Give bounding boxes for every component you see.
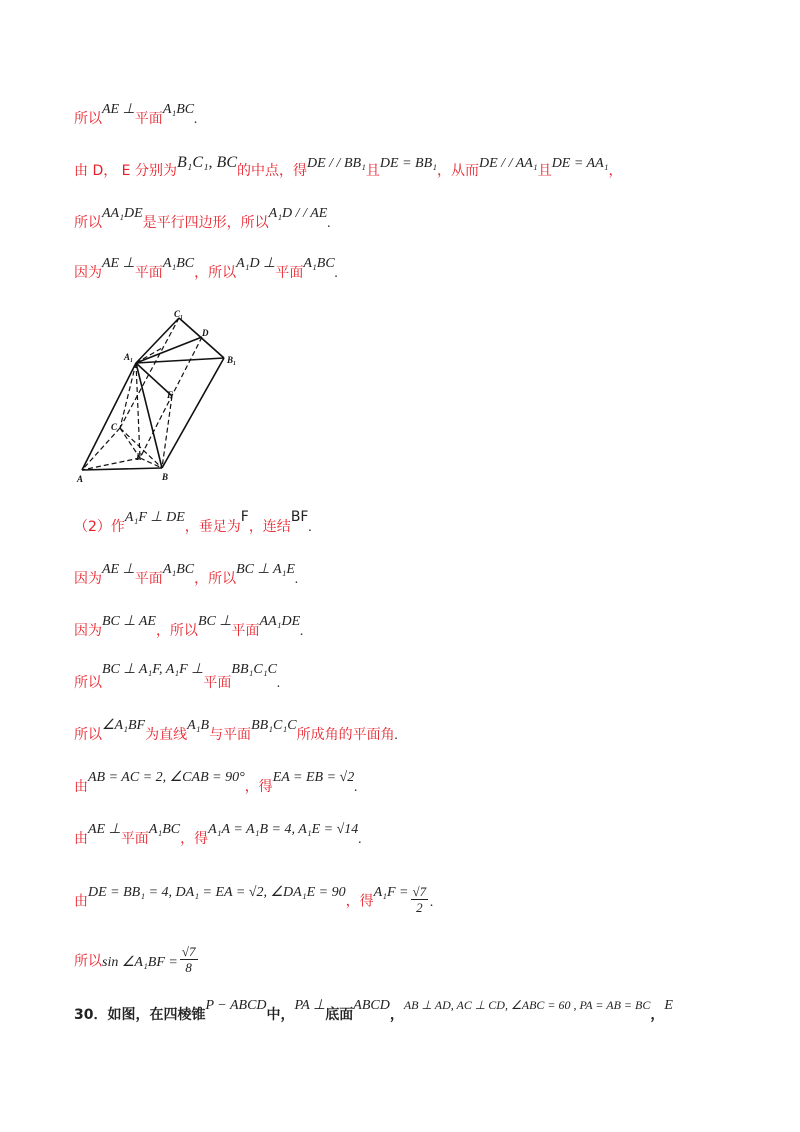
label-c1: C₁ [174,309,184,319]
math: AE ⊥ [102,256,135,271]
math: AA₁DE [259,614,301,629]
math: DE / / AA₁ [479,156,538,171]
math: AE ⊥ [102,102,135,117]
math: A₁BC [148,822,181,837]
text: 平面 [203,675,232,691]
text: ， [650,1007,665,1023]
text: ，从而 [437,163,480,179]
math: BB₁C₁C [231,662,277,677]
punct: . [354,780,358,795]
fraction-numerator: √7 [181,944,196,959]
line-13 [74,946,200,977]
math: sin ∠A₁BF = [102,954,178,970]
text: 由 [74,779,88,795]
punct: . [430,894,434,910]
math: A₁BC [303,256,335,271]
text: 平面 [134,571,163,587]
text: 是平行四边形，所以 [142,215,269,231]
punct: . [358,832,362,847]
text: ，得 [345,893,374,910]
math: A₁A = A₁B = 4, A₁E = √14 [208,822,359,837]
text: ，连结 [248,519,291,535]
math: A₁D ⊥ [236,256,276,271]
fraction-numerator: √7 [412,884,427,899]
text: 所成角的平面角 [296,727,395,743]
math: A₁BC [162,256,195,271]
math: A₁F = [373,884,409,900]
punct: . [308,520,312,535]
text: 因为 [74,571,102,587]
text: 平面 [134,111,163,127]
math: P − ABCD [205,998,267,1013]
punct: . [327,216,331,231]
dashed-edges [82,318,202,470]
text: 平面 [275,265,304,281]
text: 为直线 [145,727,188,743]
text: ，垂足为 [184,519,241,535]
text: 底面 [325,1007,354,1023]
text: 因为 [74,265,102,281]
line-9 [74,718,399,744]
label-f: F [167,390,174,400]
text: 30．如图，在四棱锥 [74,1007,206,1023]
text: 所以 [74,727,102,743]
math: AA₁DE [102,206,143,221]
fraction [180,944,198,975]
text: 所以 [74,953,102,970]
text: 由 D， E 分别为 [74,163,177,179]
label-a: A [77,474,84,484]
math: BC ⊥ A₁F, A₁F ⊥ [102,662,204,677]
text: ， [389,1007,404,1023]
line-3 [74,206,331,232]
math: A₁B [187,718,210,733]
math: EA = EB = √2 [272,770,355,785]
text: 所以 [74,111,102,127]
point-label: F [240,509,249,525]
text: 因为 [74,623,102,639]
line-8 [74,662,281,692]
math: BC ⊥ A₁E [236,562,295,577]
math: A₁D / / AE [268,206,328,221]
text: ，所以 [194,265,237,281]
line-12 [74,886,434,917]
text: 的中点，得 [237,163,307,179]
segment-label: BF [290,509,309,525]
prism-figure [74,308,264,488]
question-30 [74,998,673,1024]
text: ，所以 [194,571,237,587]
line-1 [74,102,198,128]
label-e: E [136,452,143,462]
line-7 [74,614,304,640]
math: DE = BB₁ [379,156,438,171]
label-b1: B₁ [227,355,237,365]
math: E [664,998,673,1013]
punct: . [276,676,281,691]
math: PA ⊥ [294,998,326,1013]
math: B₁C₁, BC [176,154,237,171]
text: （2）作 [74,519,125,535]
fraction-denominator: 8 [185,960,192,975]
fraction [411,884,429,915]
line-11 [74,822,362,848]
math: A₁F ⊥ DE [124,510,185,525]
text: 中， [266,1007,295,1023]
math: DE / / BB₁ [307,156,366,171]
text: ，得 [244,779,273,795]
text: ，得 [180,831,209,847]
punct: ， [608,163,623,179]
math: BB₁C₁C [251,718,297,733]
line-2 [74,154,623,180]
label-c: C [111,422,118,432]
label-d: D [202,328,209,338]
punct: . [300,624,304,639]
fraction-denominator: 2 [416,900,423,915]
text: 且 [365,163,380,179]
line-6 [74,562,299,588]
math: ABCD [353,998,390,1013]
math: DE = AA₁ [551,156,609,171]
math: AB = AC = 2, ∠CAB = 90° [88,770,245,785]
math: A₁BC [162,562,195,577]
line-4 [74,256,339,282]
text: 所以 [74,675,102,691]
line-5 [74,509,312,536]
text: 平面 [120,831,149,847]
text: 与平面 [209,727,252,743]
math: AE ⊥ [88,822,121,837]
math: ∠A₁BF [102,718,146,733]
text: ，所以 [155,623,198,639]
text: 且 [537,163,552,179]
punct: . [394,728,399,743]
line-10 [74,770,358,796]
math: BC ⊥ [197,614,232,629]
text: 由 [74,893,88,910]
label-b: B [162,472,169,482]
label-a1: A₁ [124,352,134,362]
punct: . [194,112,198,127]
text: 所以 [74,215,102,231]
punct: . [294,572,299,587]
math: BC ⊥ AE [102,614,156,629]
text: 平面 [134,265,163,281]
math: AB ⊥ AD, AC ⊥ CD, ∠ABC = 60 , PA = AB = BC [403,998,651,1012]
text: 由 [74,831,88,847]
math: A₁BC [162,102,195,117]
text: 平面 [231,623,260,639]
math: AE ⊥ [102,562,135,577]
punct: . [334,266,339,281]
math: DE = BB₁ = 4, DA₁ = EA = √2, ∠DA₁E = 90 [88,884,346,900]
